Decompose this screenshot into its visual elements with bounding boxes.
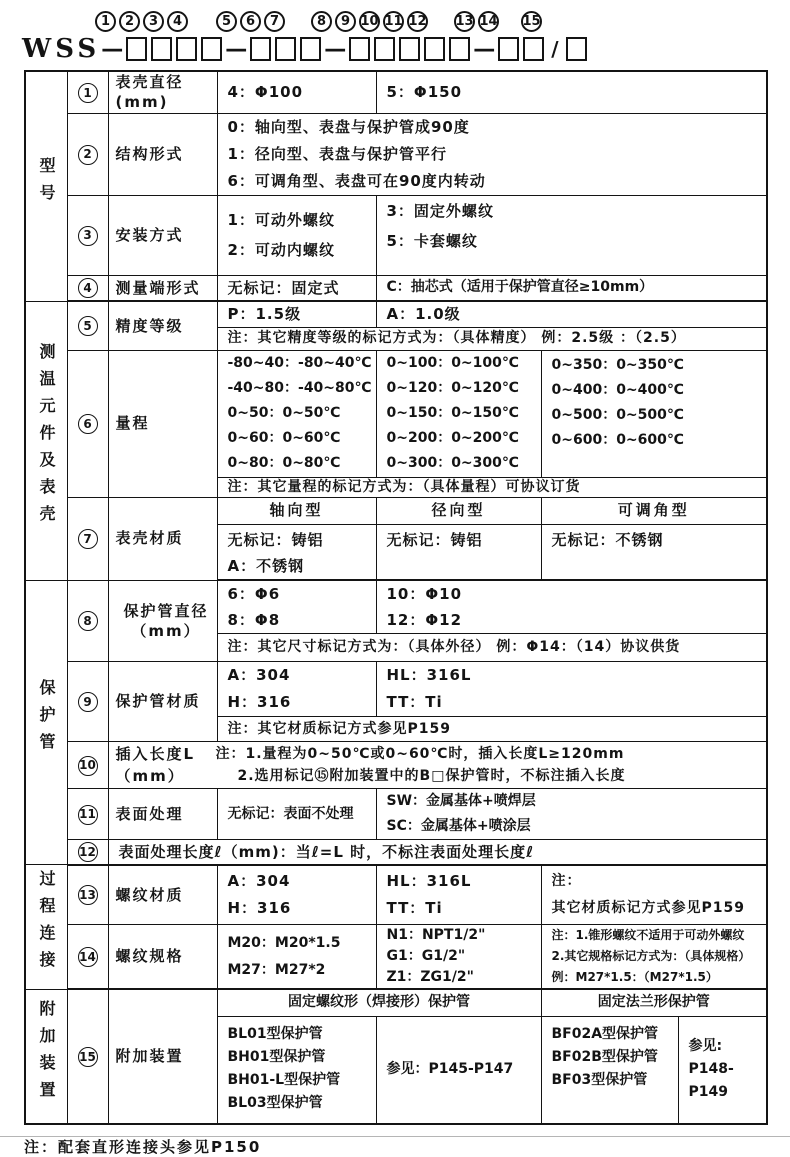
range-option: 0~60：0~60℃ [227, 430, 341, 446]
page-edge-line [0, 1136, 790, 1137]
insert-length-cell [108, 742, 767, 789]
option-line: 12：Φ12 [386, 611, 462, 629]
circled-number-icon: 5 [78, 316, 98, 336]
row-label: 插入长度L （mm） [115, 745, 196, 785]
option-cell [217, 925, 376, 990]
row-number-cell [67, 742, 108, 789]
row-number-cell [67, 113, 108, 195]
row-number-cell [67, 662, 108, 742]
circled-number-icon: 4 [167, 11, 188, 32]
row-number-cell [67, 350, 108, 497]
code-box [566, 37, 587, 61]
code-number-row [95, 9, 790, 33]
code-box [399, 37, 420, 61]
reference-cell: 参见：P145-P147 [376, 1016, 541, 1124]
number-group-2 [216, 11, 285, 32]
row-label: 表壳直径(mm) [108, 71, 217, 113]
option-line: N1：NPT1/2" [386, 927, 486, 943]
option-line: M20：M20*1.5 [227, 934, 341, 951]
option-line: 无标记：铸铝 [227, 530, 324, 549]
row-label: 精度等级 [108, 301, 217, 350]
option-line: 3：固定外螺纹 [386, 201, 494, 220]
code-box [498, 37, 519, 61]
code-box [275, 37, 296, 61]
option-line: 1：径向型、表盘与保护管平行 [227, 144, 447, 163]
column-header: 轴向型 [217, 497, 376, 524]
row-label: 螺纹规格 [108, 925, 217, 990]
range-option: 0~80：0~80℃ [227, 455, 341, 471]
note-cell: 注：1.锥形螺纹不适用于可动外螺纹 2.其它规格标记方式为：（具体规格） 例：M27*1.5：（M27*1.5） [541, 925, 767, 990]
range-option: 0~200：0~200℃ [386, 430, 519, 446]
note-cell: 注：其它精度等级的标记方式为：（具体精度） 例：2.5级 ：（2.5） [217, 327, 767, 350]
row-label: 表壳材质 [108, 497, 217, 580]
circled-number-icon: 1 [95, 11, 116, 32]
range-option: 0~100：0~100℃ [386, 355, 519, 371]
row-number-cell [67, 925, 108, 990]
row-number-cell [67, 580, 108, 662]
row-label: 量程 [108, 350, 217, 497]
circled-number-icon: 10 [78, 756, 98, 776]
option-line: A：不锈钢 [227, 556, 305, 575]
circled-number-icon: 7 [78, 529, 98, 549]
footer-note: 注：配套直形连接头参见P150 [24, 1138, 262, 1156]
thermowell-type: BF03型保护管 [551, 1071, 648, 1088]
catalog-page [0, 9, 790, 1156]
circled-number-icon: 3 [78, 226, 98, 246]
code-box [523, 37, 544, 61]
option-line: SC：金属基体+喷涂层 [386, 818, 531, 834]
circled-number-icon: 6 [240, 11, 261, 32]
group-label-sensor-case: 测温元件及表壳 [25, 301, 67, 580]
row-label: 测量端形式 [108, 275, 217, 301]
slash: / [551, 37, 559, 61]
option-cell [376, 580, 767, 634]
option-line: 2：可动内螺纹 [227, 241, 335, 259]
option-line: 6：可调角型、表盘可在90度内转动 [227, 171, 486, 190]
circled-number-icon: 8 [78, 611, 98, 631]
option-line: G1：G1/2" [386, 948, 466, 964]
number-group-5 [521, 11, 542, 32]
surface-length-cell: 表面处理长度ℓ（mm)：当ℓ=L 时，不标注表面处理长度ℓ [108, 840, 767, 865]
code-box [424, 37, 445, 61]
option-cell: 5：Φ150 [376, 71, 767, 113]
option-cell [217, 524, 376, 580]
option-line: 10：Φ10 [386, 585, 462, 603]
dash: — [101, 36, 124, 62]
option-cell [541, 524, 767, 580]
circled-number-icon: 15 [78, 1047, 98, 1067]
circled-number-icon: 11 [383, 11, 404, 32]
option-line: H：316 [227, 898, 292, 917]
option-cell [376, 865, 541, 925]
row-number-cell [67, 275, 108, 301]
circled-number-icon: 5 [216, 11, 237, 32]
thermowell-type-list [541, 1016, 678, 1124]
row-number-cell [67, 789, 108, 840]
option-line: 无标记：铸铝 [386, 530, 483, 549]
number-group-4 [454, 11, 499, 32]
option-line: 无标记：不锈钢 [551, 530, 664, 549]
code-box [300, 37, 321, 61]
option-cell: C：抽芯式（适用于保护管直径≥10mm） [376, 275, 767, 301]
option-line: TT：Ti [386, 898, 443, 917]
circled-number-icon: 7 [264, 11, 285, 32]
option-cell: 4：Φ100 [217, 71, 376, 113]
option-cell [376, 789, 767, 840]
note-cell: 注：1.量程为0~50℃或0~60℃时，插入长度L≥120mm 2.选用标记⑮附加装置中的B□保护管时，不标注插入长度 [215, 746, 626, 784]
range-column-3 [541, 350, 767, 477]
note-cell: 注：其它材质标记方式参见P159 [217, 717, 767, 742]
row-number-cell [67, 865, 108, 925]
range-column-1 [217, 350, 376, 477]
circled-number-icon: 13 [454, 11, 475, 32]
column-header: 可调角型 [541, 497, 767, 524]
option-line: 5：卡套螺纹 [386, 231, 478, 250]
thermowell-type-list [217, 1016, 376, 1124]
row-label: 保护管材质 [108, 662, 217, 742]
reference-cell: 参见: P148-P149 [678, 1016, 767, 1124]
range-option: 0~350：0~350℃ [551, 356, 684, 373]
circled-number-icon: 13 [78, 885, 98, 905]
circled-number-icon: 4 [78, 278, 98, 298]
option-cell: A：1.0级 [376, 301, 767, 327]
note-cell: 注： 其它材质标记方式参见P159 [541, 865, 767, 925]
code-box [374, 37, 395, 61]
option-line: 8：Φ8 [227, 611, 281, 629]
range-option: -40~80：-40~80℃ [227, 380, 372, 396]
range-option: 0~600：0~600℃ [551, 431, 684, 448]
row-number-cell [67, 301, 108, 350]
option-cell [217, 195, 376, 275]
option-cell [376, 524, 541, 580]
code-box [201, 37, 222, 61]
circled-number-icon: 3 [143, 11, 164, 32]
dash: — [473, 36, 496, 62]
circled-number-icon: 8 [311, 11, 332, 32]
thermowell-type: BF02A型保护管 [551, 1025, 659, 1042]
option-cell [217, 865, 376, 925]
code-box [176, 37, 197, 61]
code-box [126, 37, 147, 61]
range-option: -80~40：-80~40℃ [227, 355, 372, 371]
circled-number-icon: 10 [359, 11, 380, 32]
option-cell [376, 662, 767, 717]
circled-number-icon: 15 [521, 11, 542, 32]
circled-number-icon: 14 [478, 11, 499, 32]
range-option: 0~500：0~500℃ [551, 406, 684, 423]
circled-number-icon: 11 [78, 805, 98, 825]
model-selection-table [24, 70, 768, 1125]
option-line: SW：金属基体+喷焊层 [386, 793, 536, 809]
option-line: HL：316L [386, 666, 472, 684]
circled-number-icon: 14 [78, 947, 98, 967]
column-header: 固定法兰形保护管 [541, 989, 767, 1016]
note-cell: 注：其它尺寸标记方式为：（具体外径） 例：Φ14：（14）协议供货 [217, 634, 767, 662]
column-header: 径向型 [376, 497, 541, 524]
thermowell-type: BL01型保护管 [227, 1025, 323, 1042]
option-cell: 无标记：表面不处理 [217, 789, 376, 840]
range-option: 0~300：0~300℃ [386, 455, 519, 471]
circled-number-icon: 12 [78, 842, 98, 862]
dash: — [324, 36, 347, 62]
range-option: 0~120：0~120℃ [386, 380, 519, 396]
code-box [449, 37, 470, 61]
range-option: 0~400：0~400℃ [551, 381, 684, 398]
row-label: 表面处理 [108, 789, 217, 840]
number-group-1 [95, 11, 188, 32]
row-number-cell [67, 840, 108, 865]
row-label: 结构形式 [108, 113, 217, 195]
circled-number-icon: 12 [407, 11, 428, 32]
code-box [349, 37, 370, 61]
option-line: Z1：ZG1/2" [386, 969, 474, 985]
model-prefix: WSS [22, 34, 101, 64]
option-cell: P：1.5级 [217, 301, 376, 327]
thermowell-type: BH01-L型保护管 [227, 1071, 341, 1088]
option-cell [217, 580, 376, 634]
option-line: H：316 [227, 693, 292, 711]
range-option: 0~50：0~50℃ [227, 405, 341, 421]
option-cell [376, 195, 767, 275]
row-number-cell [67, 195, 108, 275]
option-line: 1：可动外螺纹 [227, 211, 335, 229]
range-column-2 [376, 350, 541, 477]
option-cell [376, 925, 541, 990]
group-label-thermowell: 保护管 [25, 580, 67, 865]
note-cell: 注：其它量程的标记方式为：（具体量程）可协议订货 [217, 477, 767, 497]
group-label-accessories: 附加装置 [25, 989, 67, 1124]
group-label-model: 型号 [25, 71, 67, 301]
option-line: 0：轴向型、表盘与保护管成90度 [227, 117, 470, 136]
circled-number-icon: 2 [119, 11, 140, 32]
code-box [151, 37, 172, 61]
code-box [250, 37, 271, 61]
number-group-3 [311, 11, 428, 32]
circled-number-icon: 2 [78, 145, 98, 165]
option-line: M27：M27*2 [227, 961, 326, 978]
circled-number-icon: 9 [335, 11, 356, 32]
thermowell-type: BL03型保护管 [227, 1094, 323, 1111]
option-line: TT：Ti [386, 693, 443, 711]
model-code-row [22, 34, 790, 64]
option-cell [217, 662, 376, 717]
option-cell [217, 113, 767, 195]
group-label-process-connection: 过程连接 [25, 865, 67, 990]
column-header: 固定螺纹形（焊接形）保护管 [217, 989, 541, 1016]
option-line: A：304 [227, 666, 291, 684]
option-cell: 无标记：固定式 [217, 275, 376, 301]
circled-number-icon: 9 [78, 692, 98, 712]
circled-number-icon: 6 [78, 414, 98, 434]
option-line: A：304 [227, 871, 291, 890]
circled-number-icon: 1 [78, 83, 98, 103]
row-label: 附加装置 [108, 989, 217, 1124]
thermowell-type: BH01型保护管 [227, 1048, 326, 1065]
row-label: 螺纹材质 [108, 865, 217, 925]
row-label: 安装方式 [108, 195, 217, 275]
row-label: 保护管直径 （mm） [108, 580, 217, 662]
range-option: 0~150：0~150℃ [386, 405, 519, 421]
thermowell-type: BF02B型保护管 [551, 1048, 658, 1065]
option-line: HL：316L [386, 871, 472, 890]
row-number-cell [67, 497, 108, 580]
option-line: 6：Φ6 [227, 585, 281, 603]
row-number-cell [67, 989, 108, 1124]
row-number-cell [67, 71, 108, 113]
dash: — [225, 36, 248, 62]
